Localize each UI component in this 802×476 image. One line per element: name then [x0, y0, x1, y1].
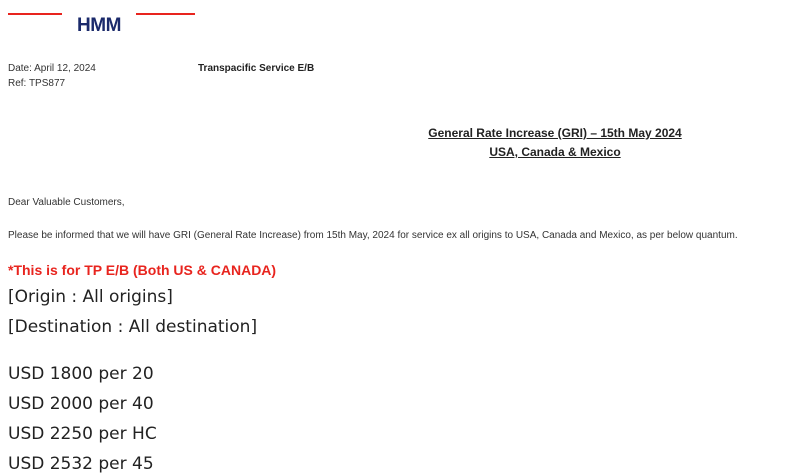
rate-line: USD 2250 per HC [8, 424, 157, 444]
letter-ref: Ref: TPS877 [8, 78, 66, 89]
letter-date: Date: April 12, 2024 [8, 63, 96, 74]
origin-scope: [Origin : All origins] [8, 287, 173, 307]
destination-scope: [Destination : All destination] [8, 317, 258, 337]
service-name: Transpacific Service E/B [198, 63, 315, 74]
rate-line: USD 2000 per 40 [8, 394, 154, 414]
rate-line: USD 1800 per 20 [8, 364, 154, 384]
headline-region: USA, Canada & Mexico [489, 145, 621, 159]
letter-meta [8, 61, 96, 91]
hmm-logo [8, 8, 198, 38]
notice-text: *This is for TP E/B (Both US & CANADA) [8, 262, 277, 278]
rate-line: USD 2532 per 45 [8, 454, 154, 474]
body-paragraph: Please be informed that we will have GRI (General Rate Increase) from 15th May, 2024 for service ex all origins to USA, Canada and Mexico, as per below quantum. [8, 230, 738, 241]
headline [310, 124, 800, 162]
headline-title: General Rate Increase (GRI) – 15th May 2024 [428, 126, 682, 140]
logo-text: HMM [77, 15, 121, 36]
greeting: Dear Valuable Customers, [8, 197, 125, 208]
